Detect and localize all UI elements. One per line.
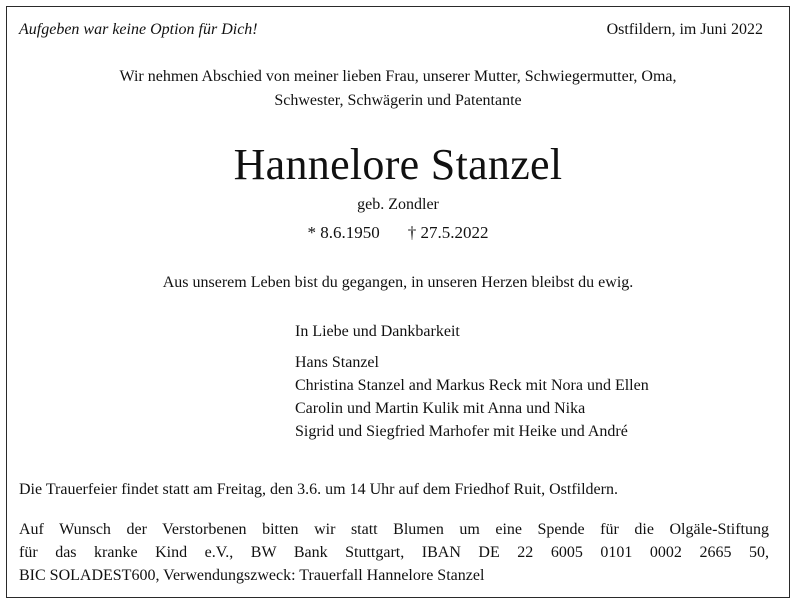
death-date: † 27.5.2022 <box>407 223 489 242</box>
donation-line-2: für das kranke Kind e.V., BW Bank Stuttgart, IBAN DE 22 6005 0101 0002 2665 50, <box>19 544 769 561</box>
mourner-line: Christina Stanzel and Markus Reck mit Nora und Ellen <box>295 377 649 394</box>
place-date: Ostfildern, im Juni 2022 <box>606 21 763 38</box>
memorial-quote: Aus unserem Leben bist du gegangen, in unseren Herzen bleibst du ewig. <box>162 274 634 291</box>
mourner-line: Hans Stanzel <box>295 354 379 371</box>
deceased-name: Hannelore Stanzel <box>233 140 563 189</box>
mourner-line: Sigrid und Siegfried Marhofer mit Heike und André <box>295 423 628 440</box>
mourner-line: Carolin und Martin Kulik mit Anna und Nika <box>295 400 586 417</box>
intro-text <box>7 65 789 113</box>
birth-date: * 8.6.1950 <box>307 223 380 242</box>
intro-line-2: Schwester, Schwägerin und Patentante <box>274 92 522 109</box>
motto-text: Aufgeben war keine Option für Dich! <box>19 21 258 38</box>
intro-line-1: Wir nehmen Abschied von meiner lieben Frau, unserer Mutter, Schwiegermutter, Oma, <box>119 68 677 85</box>
funeral-info: Die Trauerfeier findet statt am Freitag, den 3.6. um 14 Uhr auf dem Friedhof Ruit, Ostfildern. <box>19 481 618 498</box>
obituary-notice <box>6 6 790 598</box>
mourners-block <box>295 323 649 443</box>
born-name: geb. Zondler <box>357 196 439 213</box>
donation-line-3: BIC SOLADEST600, Verwendungszweck: Trauerfall Hannelore Stanzel <box>19 567 485 584</box>
donation-info <box>19 518 769 587</box>
donation-line-1: Auf Wunsch der Verstorbenen bitten wir statt Blumen um eine Spende für die Olgäle-Stiftung <box>19 521 769 538</box>
mourners-heading: In Liebe und Dankbarkeit <box>295 323 460 340</box>
life-dates <box>7 223 789 243</box>
